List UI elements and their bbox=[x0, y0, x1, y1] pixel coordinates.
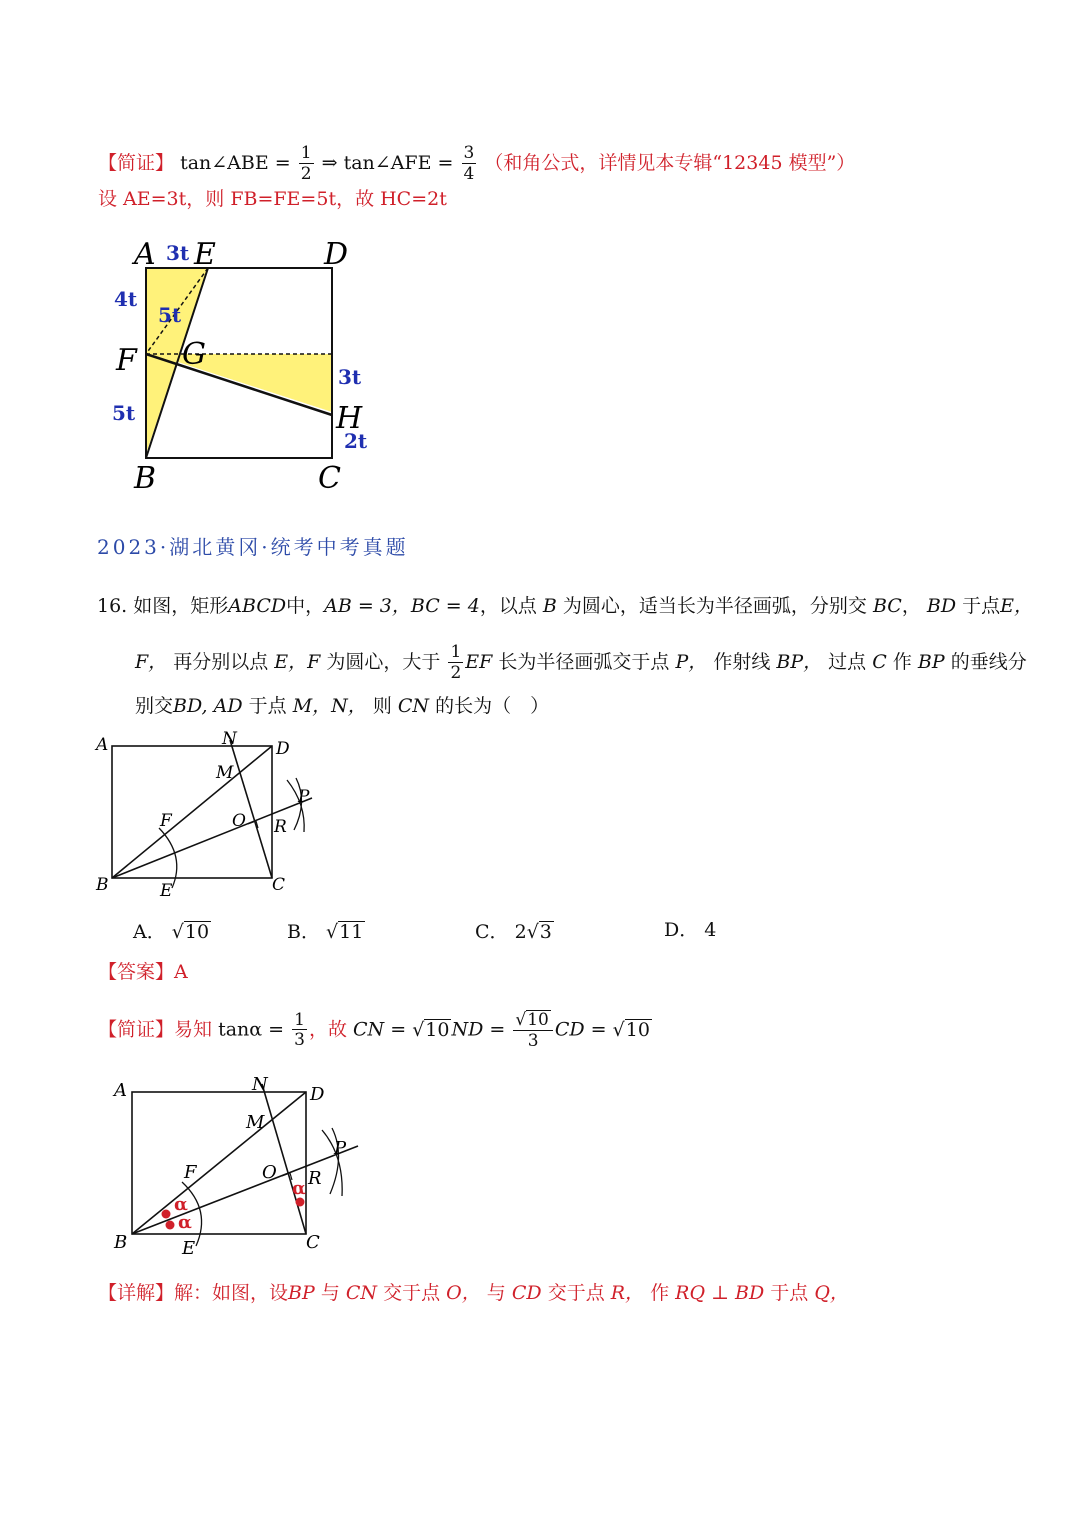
label-b2: B bbox=[96, 875, 109, 895]
label-a2: A bbox=[96, 735, 109, 755]
label-p2: P bbox=[298, 787, 310, 807]
q-text: 过点 bbox=[828, 651, 867, 674]
answer-line bbox=[98, 963, 188, 982]
proof1-line2: 设 AE=3t，则 FB=FE=5t，故 HC=2t bbox=[98, 188, 447, 210]
proof1-line1 bbox=[98, 144, 855, 184]
q-text: 作射线 bbox=[713, 651, 771, 674]
q-text: 别交 bbox=[135, 695, 174, 717]
q-math: EF bbox=[465, 651, 493, 674]
d-text: 交于点 bbox=[547, 1282, 605, 1304]
q-text: 则 bbox=[372, 695, 392, 717]
angle-mark-1 bbox=[162, 1210, 171, 1219]
fraction-three-quarters: $\frac{3}{4}$ bbox=[463, 143, 475, 184]
label-p3: P bbox=[334, 1138, 347, 1159]
diagonal-bd bbox=[112, 746, 272, 878]
option-a: A． √10 bbox=[133, 921, 210, 943]
label-a3: A bbox=[114, 1080, 127, 1101]
label-e2: E bbox=[160, 881, 173, 901]
fraction-half-q: $\frac{1}{2}$ bbox=[450, 642, 462, 683]
q-math: BP bbox=[917, 651, 945, 674]
label-f2: F bbox=[160, 811, 172, 831]
d-math: R， bbox=[610, 1282, 645, 1304]
d-text: 于点 bbox=[770, 1282, 809, 1304]
segment-cn bbox=[230, 740, 272, 878]
label-c2: C bbox=[272, 875, 286, 895]
label-d2: D bbox=[276, 739, 290, 759]
detail-tag: 【详解】 bbox=[98, 1282, 175, 1304]
d-text: 作 bbox=[650, 1282, 670, 1304]
label-r2: R bbox=[274, 817, 287, 837]
nd-eq: ND = bbox=[451, 1018, 506, 1041]
length-hc: 2t bbox=[344, 429, 368, 453]
label-f3: F bbox=[184, 1162, 197, 1183]
length-fe: 5t bbox=[158, 303, 182, 327]
q-text: 于点 bbox=[248, 695, 287, 717]
proof2-intro: 易知 bbox=[174, 1018, 213, 1041]
section-heading: 2023·湖北黄冈·统考中考真题 bbox=[97, 535, 409, 559]
label-m3: M bbox=[246, 1112, 265, 1133]
fraction-half: $\frac{1}{2}$ bbox=[300, 143, 312, 184]
q-math: F， bbox=[135, 651, 168, 674]
q-text: 长为半径画弧交于点 bbox=[498, 651, 670, 674]
question-number: 16. bbox=[97, 595, 128, 617]
length-ae: 3t bbox=[166, 241, 190, 265]
label-m2: M bbox=[216, 763, 234, 783]
proof2-line: 【简证】易知 tanα = $\frac{1}{3}$ ，故 CN = √10 ND = $\frac{√10}{3}$ CD = √10 bbox=[98, 1009, 650, 1051]
label-d3: D bbox=[310, 1084, 325, 1105]
length-fb: 5t bbox=[112, 401, 136, 425]
alpha-1: α bbox=[174, 1194, 188, 1215]
q-math: ABCD bbox=[228, 595, 287, 617]
q-text: 为圆心，大于 bbox=[326, 651, 441, 674]
label-g: G bbox=[182, 337, 206, 372]
option-b: B． √11 bbox=[287, 921, 364, 943]
angle-mark-2 bbox=[166, 1221, 175, 1230]
alpha-2: α bbox=[178, 1212, 192, 1233]
fraction-sqrt10-3: $\frac{√10}{3}$ bbox=[513, 1010, 552, 1051]
q-text: 再分别以点 bbox=[173, 651, 269, 674]
q-math: AB = 3，BC = 4 bbox=[324, 595, 480, 617]
proof2-sep: ，故 bbox=[308, 1018, 347, 1041]
ray-bp bbox=[112, 798, 312, 878]
fraction-third: $\frac{1}{3}$ bbox=[294, 1009, 305, 1051]
q-math: CN bbox=[397, 695, 430, 717]
label-o3: O bbox=[262, 1162, 277, 1183]
q-text: 中， bbox=[286, 595, 325, 617]
q-math: BC bbox=[872, 595, 902, 617]
q-text: 于点 bbox=[962, 595, 1001, 617]
q-math: BD, AD bbox=[173, 695, 243, 717]
figure-question-diagram bbox=[94, 728, 334, 903]
cn-eq: CN = bbox=[353, 1018, 407, 1041]
label-n3: N bbox=[252, 1074, 268, 1095]
label-e: E bbox=[194, 237, 216, 272]
label-n2: N bbox=[222, 729, 237, 749]
length-af: 4t bbox=[114, 287, 138, 311]
label-r3: R bbox=[308, 1168, 322, 1189]
label-c: C bbox=[318, 461, 341, 496]
label-b3: B bbox=[114, 1232, 128, 1253]
option-d: D． 4 bbox=[664, 919, 717, 941]
option-c: C． 2√3 bbox=[475, 921, 552, 943]
q-math: E， bbox=[1000, 595, 1034, 617]
label-o2: O bbox=[232, 811, 246, 831]
d-math: O， bbox=[446, 1282, 481, 1304]
proof1-note: （和角公式，详情见本专辑“12345 模型”） bbox=[484, 152, 856, 175]
d-text: 交于点 bbox=[383, 1282, 441, 1304]
q-math: P， bbox=[675, 651, 708, 674]
q-math: BP， bbox=[776, 651, 823, 674]
q-text: 为圆心，适当长为半径画弧，分别交 bbox=[562, 595, 867, 617]
label-h: H bbox=[336, 401, 363, 436]
question-line2 bbox=[135, 643, 1027, 683]
label-f: F bbox=[116, 343, 137, 378]
q-math: E，F bbox=[274, 651, 321, 674]
implies-arrow: ⇒ bbox=[321, 152, 338, 175]
tan2-lhs: tan∠AFE = bbox=[343, 152, 454, 175]
q-text: 的长为（ ） bbox=[435, 695, 550, 717]
label-e3: E bbox=[182, 1238, 196, 1259]
q-text: ，以点 bbox=[479, 595, 537, 617]
q-text: 如图，矩形 bbox=[133, 595, 229, 617]
d-text: 与 bbox=[486, 1282, 506, 1304]
figure-square-diagram bbox=[100, 230, 390, 505]
d-text: 与 bbox=[320, 1282, 340, 1304]
alpha-3: α bbox=[292, 1178, 306, 1199]
proof1-tag: 【简证】 bbox=[98, 152, 175, 175]
length-dh: 3t bbox=[338, 365, 362, 389]
q-text: 的垂线分 bbox=[950, 651, 1027, 674]
d-math: CD bbox=[511, 1282, 542, 1304]
detail-line bbox=[98, 1284, 849, 1303]
question-line1 bbox=[97, 597, 1033, 616]
q-math: C bbox=[872, 651, 887, 674]
label-d: D bbox=[324, 237, 349, 272]
proof2-tag: 【简证】 bbox=[98, 1018, 175, 1041]
answer-tag: 【答案】 bbox=[98, 961, 175, 983]
d-text: 解：如图，设 bbox=[174, 1282, 289, 1304]
cd-eq: CD = bbox=[554, 1018, 607, 1041]
q-text: 作 bbox=[892, 651, 912, 674]
figure-solution-diagram bbox=[110, 1072, 370, 1264]
q-math: M，N， bbox=[292, 695, 367, 717]
label-a: A bbox=[134, 237, 156, 272]
d-math: CN bbox=[345, 1282, 378, 1304]
label-c3: C bbox=[306, 1232, 320, 1253]
question-line3 bbox=[135, 697, 549, 716]
label-b: B bbox=[134, 461, 157, 496]
d-math: RQ ⊥ BD bbox=[675, 1282, 765, 1304]
tan-alpha: tanα = bbox=[218, 1018, 285, 1041]
d-math: Q， bbox=[814, 1282, 849, 1304]
q-text: ， bbox=[901, 595, 921, 617]
answer-value: A bbox=[174, 961, 188, 983]
q-math: BD bbox=[926, 595, 957, 617]
d-math: BP bbox=[288, 1282, 315, 1304]
q-math: B bbox=[542, 595, 557, 617]
tan1-lhs: tan∠ABE = bbox=[180, 152, 291, 175]
